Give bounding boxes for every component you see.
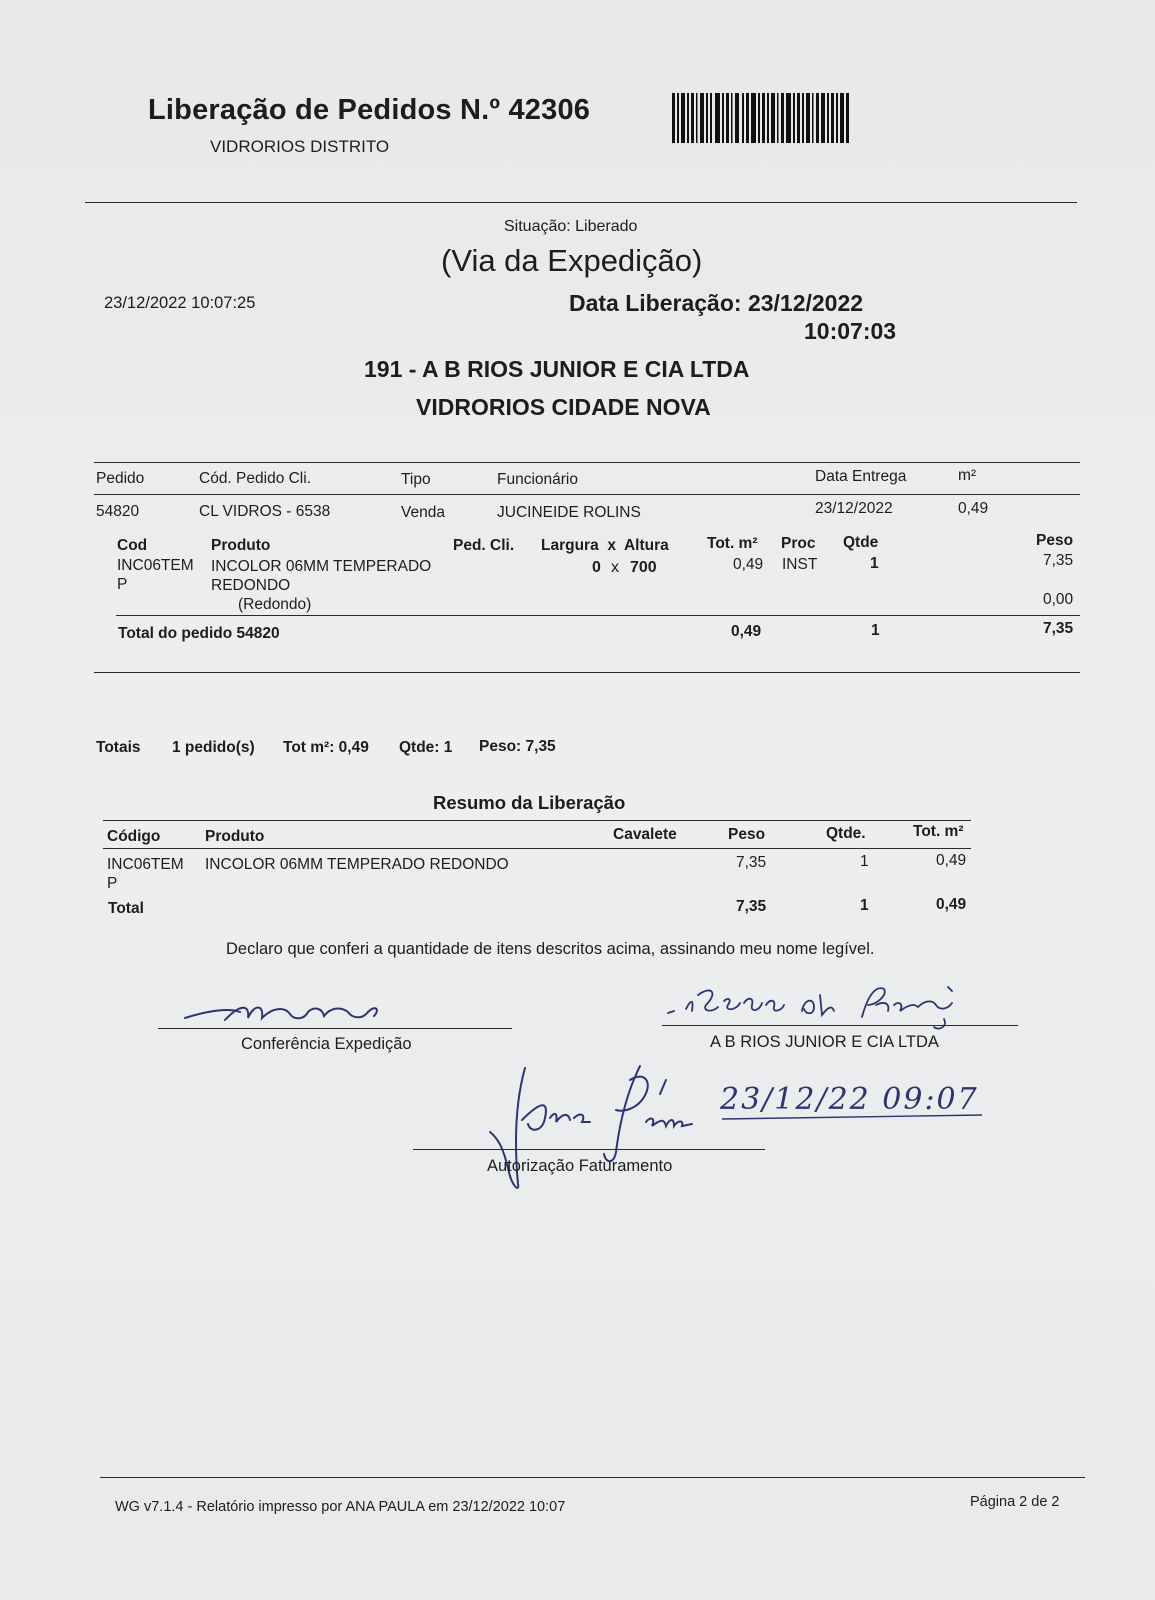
order-funcionario: JUCINEIDE ROLINS <box>497 504 641 521</box>
item-produto-line2: REDONDO <box>211 577 291 594</box>
status-text: Situação: Liberado <box>504 218 638 235</box>
print-datetime: 23/12/2022 10:07:25 <box>104 294 256 312</box>
items-col-qtde: Qtde <box>843 534 879 551</box>
items-col-peso: Peso <box>1036 532 1074 549</box>
totals-qtde: Qtde: 1 <box>399 739 453 756</box>
order-data-entrega: 23/12/2022 <box>815 500 893 517</box>
items-col-produto: Produto <box>211 537 271 554</box>
item-peso-extra: 0,00 <box>1043 591 1074 608</box>
autorizacao-line <box>413 1149 765 1150</box>
col-cod-pedido-cli: Cód. Pedido Cli. <box>199 470 312 487</box>
summary-codigo-line2: P <box>107 875 118 892</box>
item-peso: 7,35 <box>1043 552 1074 569</box>
items-col-cod: Cod <box>117 537 148 554</box>
summary-qtde: 1 <box>860 853 869 870</box>
footer-printed-by: WG v7.1.4 - Relatório impresso por ANA PAULA em 23/12/2022 10:07 <box>115 1499 566 1515</box>
col-funcionario: Funcionário <box>497 471 578 488</box>
summary-title: Resumo da Liberação <box>433 792 626 813</box>
totals-label: Totais <box>96 739 141 756</box>
handwritten-date-text: 23/12/22 09:07 <box>720 1082 979 1117</box>
summary-total-label: Total <box>108 900 144 917</box>
summary-total-peso: 7,35 <box>736 898 767 915</box>
totals-pedidos: 1 pedido(s) <box>172 739 255 756</box>
col-pedido: Pedido <box>96 470 145 487</box>
items-col-ped-cli: Ped. Cli. <box>453 537 515 554</box>
item-qtde: 1 <box>870 555 879 572</box>
order-total-peso: 7,35 <box>1043 620 1074 637</box>
summary-peso: 7,35 <box>736 854 767 871</box>
items-total-line <box>116 615 1080 616</box>
summary-top-line <box>103 820 971 821</box>
customer-name: 191 - A B RIOS JUNIOR E CIA LTDA <box>364 356 750 382</box>
item-cod-line2: P <box>117 576 128 593</box>
items-col-largura-altura: Largura x Altura <box>541 537 669 554</box>
order-tipo: Venda <box>401 504 445 521</box>
order-total-label: Total do pedido 54820 <box>118 625 280 642</box>
summary-tot-m2: 0,49 <box>936 852 967 869</box>
order-table-top-line <box>94 462 1080 463</box>
summary-col-produto: Produto <box>205 828 265 845</box>
customer-signature-label: A B RIOS JUNIOR E CIA LTDA <box>710 1033 939 1051</box>
copy-type: (Via da Expedição) <box>441 243 703 278</box>
totals-m2: Tot m²: 0,49 <box>283 739 369 756</box>
item-altura: 700 <box>630 559 657 576</box>
order-total-qtde: 1 <box>871 622 880 639</box>
summary-col-codigo: Código <box>107 828 161 845</box>
autorizacao-label: Autorização Faturamento <box>487 1157 673 1175</box>
footer-page-number: Página 2 de 2 <box>970 1494 1060 1510</box>
order-cod-pedido-cli: CL VIDROS - 6538 <box>199 503 331 520</box>
summary-total-tot-m2: 0,49 <box>936 896 967 913</box>
items-col-proc: Proc <box>781 535 816 552</box>
release-date: Data Liberação: 23/12/2022 <box>569 290 864 316</box>
col-tipo: Tipo <box>401 471 431 488</box>
order-total-m2: 0,49 <box>731 623 762 640</box>
declaration-text: Declaro que conferi a quantidade de itens descritos acima, assinando meu nome legível. <box>226 940 875 958</box>
conferencia-line <box>158 1028 512 1029</box>
order-table-bottom-line <box>94 672 1080 673</box>
footer-line <box>100 1477 1085 1478</box>
item-largura: 0 <box>592 559 601 576</box>
document-title: Liberação de Pedidos N.º 42306 <box>148 94 591 126</box>
barcode <box>672 93 850 143</box>
release-time: 10:07:03 <box>804 318 897 344</box>
summary-col-qtde: Qtde. <box>826 825 866 842</box>
item-x: x <box>611 559 619 576</box>
order-table-header-line <box>94 494 1080 495</box>
conferencia-label: Conferência Expedição <box>241 1035 412 1053</box>
summary-col-cavalete: Cavalete <box>613 826 677 843</box>
item-proc: INST <box>782 556 818 573</box>
summary-total-qtde: 1 <box>860 897 869 914</box>
header-divider <box>85 202 1077 203</box>
item-tot-m2: 0,49 <box>733 556 764 573</box>
summary-header-line <box>103 848 971 849</box>
items-col-tot-m2: Tot. m² <box>707 535 758 552</box>
customer-store: VIDRORIOS CIDADE NOVA <box>416 394 711 420</box>
col-data-entrega: Data Entrega <box>815 468 907 485</box>
handwritten-date <box>720 1075 1000 1125</box>
item-cod-line1: INC06TEM <box>117 557 194 574</box>
summary-col-peso: Peso <box>728 826 766 843</box>
order-m2: 0,49 <box>958 500 989 517</box>
customer-signature-line <box>662 1025 1018 1026</box>
item-produto-line1: INCOLOR 06MM TEMPERADO <box>211 558 432 575</box>
item-produto-line3: (Redondo) <box>238 596 312 613</box>
summary-produto: INCOLOR 06MM TEMPERADO REDONDO <box>205 856 509 873</box>
order-pedido: 54820 <box>96 503 140 520</box>
signature-conferencia <box>180 990 400 1030</box>
summary-col-tot-m2: Tot. m² <box>913 823 964 840</box>
totals-peso: Peso: 7,35 <box>479 738 556 755</box>
col-m2: m² <box>958 467 977 484</box>
company-name: VIDRORIOS DISTRITO <box>210 137 390 156</box>
summary-codigo-line1: INC06TEM <box>107 856 184 873</box>
